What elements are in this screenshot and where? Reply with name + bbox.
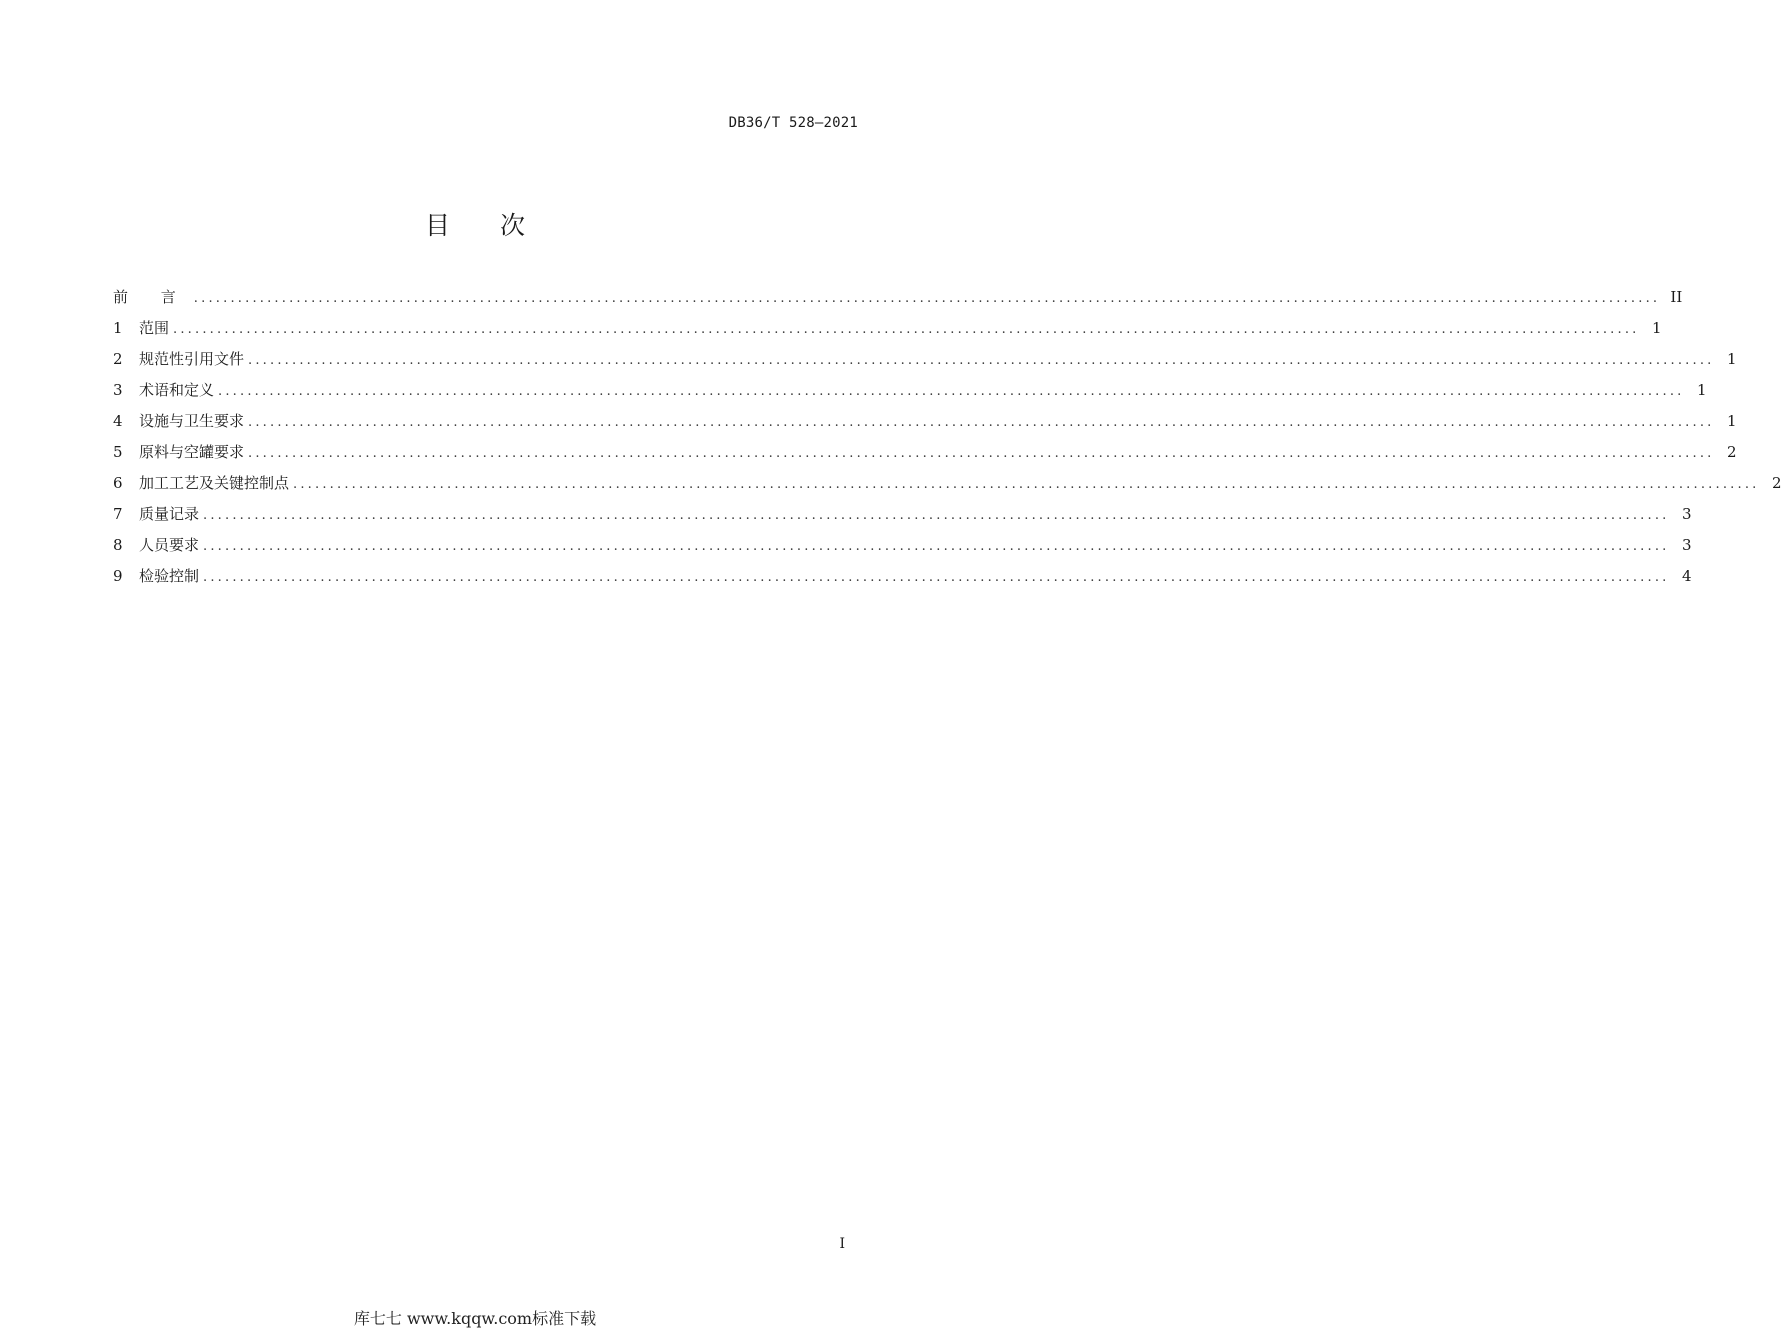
page-title <box>0 206 950 242</box>
toc-leader-dots: ........................................................................................................................................................................................................ <box>293 477 1760 492</box>
toc-entry-6[interactable] <box>113 472 1781 503</box>
toc-entry-label: 范围 <box>139 319 170 337</box>
toc-entry-page: 1 <box>1696 381 1707 399</box>
toc-entry-page: 2 <box>1726 443 1737 461</box>
page-number: I <box>839 1236 845 1252</box>
toc-entry-page: 4 <box>1681 567 1692 585</box>
toc-entry-foreword[interactable] <box>113 286 1683 317</box>
toc-entry-2[interactable] <box>113 348 1737 379</box>
toc-entry-3[interactable] <box>113 379 1707 410</box>
toc-entry-label: 设施与卫生要求 <box>139 412 245 430</box>
toc-entry-1[interactable] <box>113 317 1662 348</box>
toc-entry-number: 9 <box>113 567 123 585</box>
title-char-1: 目 <box>424 211 450 240</box>
toc-leader-dots: ........................................................................................................................................................................................................ <box>248 353 1715 368</box>
toc-entry-label: 检验控制 <box>139 567 200 585</box>
toc-entry-page: 3 <box>1681 536 1692 554</box>
toc-entry-page: 1 <box>1651 319 1662 337</box>
toc-leader-dots: ........................................................................................................................................................................................................ <box>248 415 1715 430</box>
toc-entry-number: 4 <box>113 412 123 430</box>
toc-entry-page: 2 <box>1771 474 1781 492</box>
toc-leader-dots: ........................................................................................................................................................................................................ <box>193 291 1661 306</box>
toc-entry-label: 规范性引用文件 <box>139 350 245 368</box>
toc-entry-label: 加工工艺及关键控制点 <box>139 474 290 492</box>
toc-entry-label: 原料与空罐要求 <box>139 443 245 461</box>
watermark-text: 库七七 www.kqqw.com标准下载 <box>353 1309 597 1328</box>
toc-entry-number: 3 <box>113 381 123 399</box>
toc-leader-dots: ........................................................................................................................................................................................................ <box>173 322 1640 337</box>
toc-entry-page: 1 <box>1726 350 1737 368</box>
toc-entry-number: 7 <box>113 505 123 523</box>
toc-entry-7[interactable] <box>113 503 1692 534</box>
toc-entry-9[interactable] <box>113 565 1692 596</box>
toc-entry-number: 6 <box>113 474 123 492</box>
toc-entry-label: 质量记录 <box>139 505 200 523</box>
toc-entry-page: 3 <box>1681 505 1692 523</box>
toc-entry-page: II <box>1670 288 1683 306</box>
toc-leader-dots: ........................................................................................................................................................................................................ <box>203 508 1670 523</box>
toc-entry-label: 人员要求 <box>139 536 200 554</box>
toc-entry-number: 8 <box>113 536 123 554</box>
table-of-contents <box>113 286 1781 596</box>
toc-leader-dots: ........................................................................................................................................................................................................ <box>248 446 1715 461</box>
title-char-2: 次 <box>500 211 526 240</box>
toc-entry-number: 1 <box>113 319 123 337</box>
toc-entry-number: 5 <box>113 443 123 461</box>
toc-entry-number: 2 <box>113 350 123 368</box>
toc-entry-label: 术语和定义 <box>139 381 215 399</box>
toc-entry-label: 前 言 <box>113 288 190 306</box>
toc-entry-page: 1 <box>1726 412 1737 430</box>
toc-leader-dots: ........................................................................................................................................................................................................ <box>203 570 1670 585</box>
document-code: DB36/T 528—2021 <box>728 115 858 131</box>
toc-entry-5[interactable] <box>113 441 1737 472</box>
toc-entry-4[interactable] <box>113 410 1737 441</box>
toc-leader-dots: ........................................................................................................................................................................................................ <box>203 539 1670 554</box>
toc-leader-dots: ........................................................................................................................................................................................................ <box>218 384 1685 399</box>
toc-entry-8[interactable] <box>113 534 1692 565</box>
